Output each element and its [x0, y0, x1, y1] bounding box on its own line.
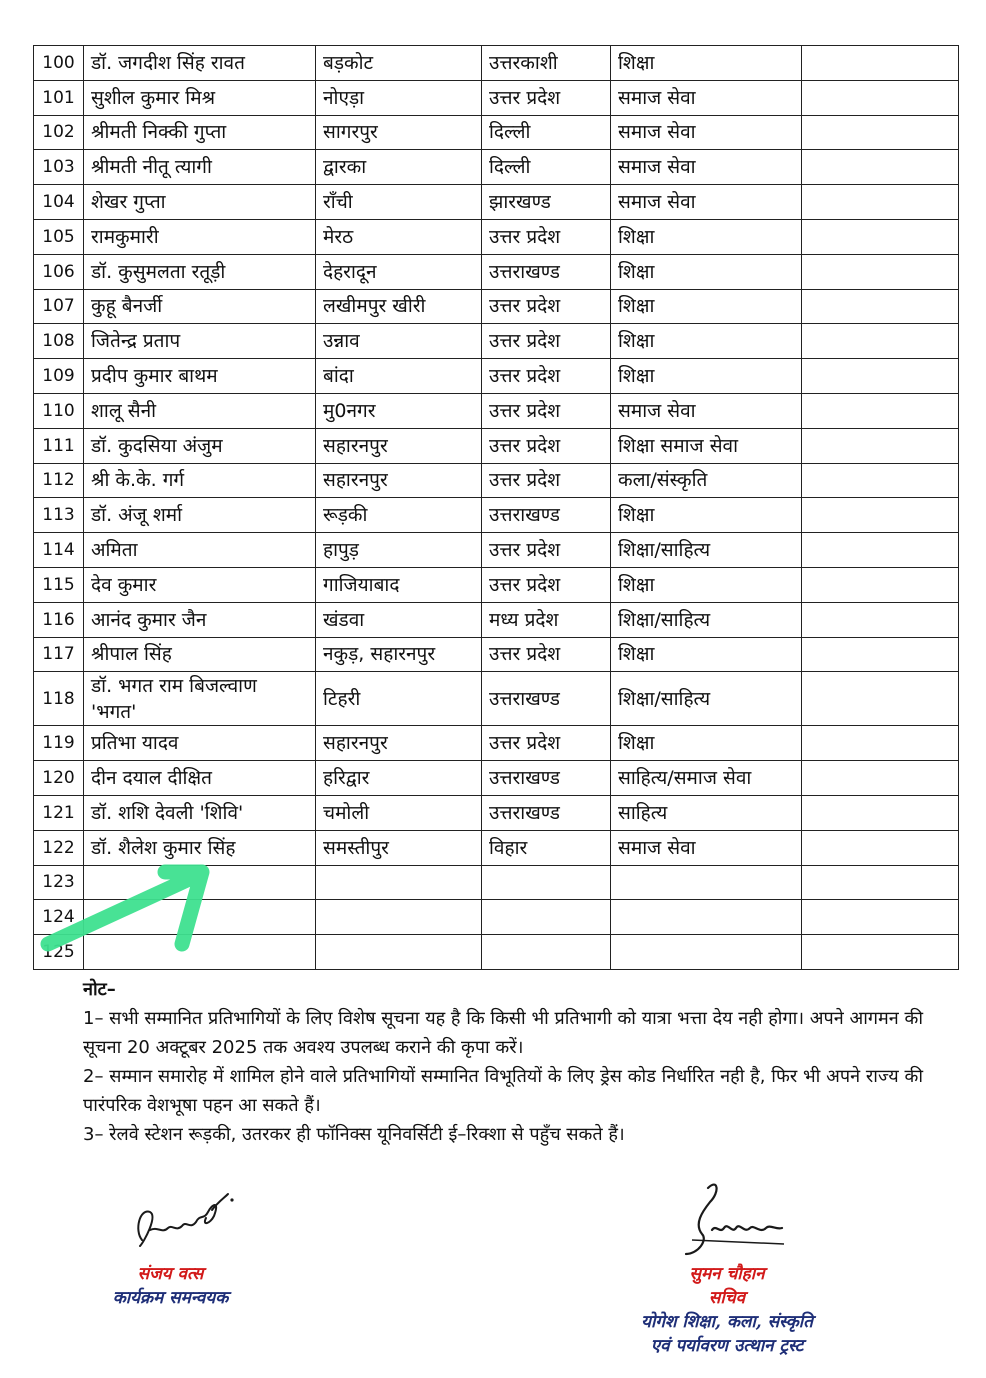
cell-extra — [802, 865, 959, 900]
cell-state: उत्तर प्रदेश — [482, 324, 611, 359]
notes-section — [83, 975, 923, 1149]
cell-state: उत्तर प्रदेश — [482, 80, 611, 115]
cell-extra — [802, 80, 959, 115]
cell-name: अमिता — [84, 533, 316, 568]
cell-name: श्रीपाल सिंह — [84, 637, 316, 672]
cell-place: रूड़की — [316, 498, 482, 533]
table-row — [34, 567, 959, 602]
cell-extra — [802, 761, 959, 796]
note-item-2: 2– सम्मान समारोह में शामिल होने वाले प्रतिभागियों सम्मानित विभूतियों के लिए ड्रेस कोड निर्धारित नही है, फिर भी अपने राज्य की पारंपरिक वेशभूषा पहन आ सकते हैं। — [83, 1066, 923, 1116]
cell-place: लखीमपुर खीरी — [316, 289, 482, 324]
cell-no: 116 — [34, 602, 84, 637]
table-row — [34, 830, 959, 865]
cell-no: 115 — [34, 567, 84, 602]
cell-place: हरिद्वार — [316, 761, 482, 796]
cell-field: साहित्य — [611, 795, 802, 830]
cell-name: श्रीमती नीतू त्यागी — [84, 150, 316, 185]
table-row — [34, 533, 959, 568]
left-signatory — [88, 1262, 253, 1310]
cell-extra — [802, 219, 959, 254]
cell-state: उत्तर प्रदेश — [482, 637, 611, 672]
cell-no: 102 — [34, 115, 84, 150]
cell-no: 121 — [34, 795, 84, 830]
cell-name: डॉ. जगदीश सिंह रावत — [84, 46, 316, 81]
cell-extra — [802, 830, 959, 865]
cell-field: शिक्षा — [611, 567, 802, 602]
cell-field: शिक्षा/साहित्य — [611, 533, 802, 568]
right-signatory-name: सुमन चौहान — [689, 1264, 765, 1284]
table-row — [34, 935, 959, 970]
table-row — [34, 463, 959, 498]
right-signatory-role: सचिव — [708, 1288, 746, 1308]
cell-extra — [802, 935, 959, 970]
cell-extra — [802, 324, 959, 359]
cell-field: शिक्षा — [611, 726, 802, 761]
cell-no: 113 — [34, 498, 84, 533]
cell-extra — [802, 115, 959, 150]
cell-state: उत्तर प्रदेश — [482, 219, 611, 254]
cell-name: सुशील कुमार मिश्र — [84, 80, 316, 115]
cell-state: उत्तर प्रदेश — [482, 393, 611, 428]
cell-field: साहित्य/समाज सेवा — [611, 761, 802, 796]
cell-state: उत्तर प्रदेश — [482, 533, 611, 568]
cell-extra — [802, 185, 959, 220]
cell-state: उत्तर प्रदेश — [482, 428, 611, 463]
cell-field: समाज सेवा — [611, 115, 802, 150]
table-row — [34, 498, 959, 533]
cell-extra — [802, 46, 959, 81]
cell-field: शिक्षा/साहित्य — [611, 672, 802, 726]
cell-no: 111 — [34, 428, 84, 463]
cell-place: द्वारका — [316, 150, 482, 185]
cell-name: श्री के.के. गर्ग — [84, 463, 316, 498]
table-row — [34, 80, 959, 115]
table-row — [34, 865, 959, 900]
cell-place: खंडवा — [316, 602, 482, 637]
cell-state: उत्तर प्रदेश — [482, 359, 611, 394]
cell-field: समाज सेवा — [611, 150, 802, 185]
cell-no: 108 — [34, 324, 84, 359]
cell-state: उत्तराखण्ड — [482, 672, 611, 726]
cell-field: कला/संस्कृति — [611, 463, 802, 498]
cell-extra — [802, 254, 959, 289]
cell-extra — [802, 150, 959, 185]
cell-field: शिक्षा — [611, 359, 802, 394]
cell-place: बड़कोट — [316, 46, 482, 81]
table-row — [34, 219, 959, 254]
cell-extra — [802, 672, 959, 726]
cell-no: 112 — [34, 463, 84, 498]
cell-field: शिक्षा/साहित्य — [611, 602, 802, 637]
cell-field: शिक्षा — [611, 498, 802, 533]
cell-no: 104 — [34, 185, 84, 220]
cell-place — [316, 865, 482, 900]
signature-left — [128, 1190, 238, 1260]
cell-name: डॉ. अंजू शर्मा — [84, 498, 316, 533]
cell-place: मेरठ — [316, 219, 482, 254]
cell-extra — [802, 289, 959, 324]
cell-field: शिक्षा — [611, 289, 802, 324]
cell-extra — [802, 359, 959, 394]
cell-place: चमोली — [316, 795, 482, 830]
cell-name: रामकुमारी — [84, 219, 316, 254]
cell-extra — [802, 726, 959, 761]
cell-state: उत्तर प्रदेश — [482, 463, 611, 498]
cell-place: बांदा — [316, 359, 482, 394]
cell-no: 100 — [34, 46, 84, 81]
cell-no: 118 — [34, 672, 84, 726]
cell-no: 117 — [34, 637, 84, 672]
cell-state: उत्तर प्रदेश — [482, 726, 611, 761]
cell-no: 123 — [34, 865, 84, 900]
cell-no: 103 — [34, 150, 84, 185]
left-signatory-name: संजय वत्स — [137, 1264, 204, 1284]
cell-extra — [802, 498, 959, 533]
cell-name: डॉ. कुदसिया अंजुम — [84, 428, 316, 463]
table-row — [34, 324, 959, 359]
cell-extra — [802, 900, 959, 935]
cell-name: देव कुमार — [84, 567, 316, 602]
cell-state: उत्तरकाशी — [482, 46, 611, 81]
table-row — [34, 359, 959, 394]
cell-no: 124 — [34, 900, 84, 935]
cell-name: डॉ. कुसुमलता रतूड़ी — [84, 254, 316, 289]
cell-no: 119 — [34, 726, 84, 761]
cell-state: झारखण्ड — [482, 185, 611, 220]
cell-state — [482, 900, 611, 935]
right-signatory — [596, 1262, 858, 1358]
cell-no: 106 — [34, 254, 84, 289]
cell-extra — [802, 567, 959, 602]
cell-no: 107 — [34, 289, 84, 324]
cell-place — [316, 900, 482, 935]
cell-field: शिक्षा — [611, 324, 802, 359]
cell-state: उत्तराखण्ड — [482, 498, 611, 533]
cell-name: डॉ. शशि देवली 'शिवि' — [84, 795, 316, 830]
cell-name — [84, 900, 316, 935]
cell-state: उत्तर प्रदेश — [482, 289, 611, 324]
table-row — [34, 761, 959, 796]
cell-state: उत्तराखण्ड — [482, 795, 611, 830]
cell-extra — [802, 428, 959, 463]
note-item-3: 3– रेलवे स्टेशन रूड़की, उतरकर ही फॉनिक्स यूनिवर्सिटी ई–रिक्शा से पहुँच सकते हैं। — [83, 1124, 625, 1145]
cell-state: दिल्ली — [482, 150, 611, 185]
cell-extra — [802, 463, 959, 498]
cell-field: समाज सेवा — [611, 393, 802, 428]
cell-field: समाज सेवा — [611, 830, 802, 865]
notes-heading: नोट– — [83, 979, 116, 1000]
note-item-1: 1– सभी सम्मानित प्रतिभागियों के लिए विशेष सूचना यह है कि किसी भी प्रतिभागी को यात्रा भत्ता देय नही होगा। अपने आगमन की सूचना 20 अक्टूबर 2025 तक अवश्य उपलब्ध कराने की कृपा करें। — [83, 1008, 923, 1058]
cell-place: देहरादून — [316, 254, 482, 289]
cell-field: शिक्षा समाज सेवा — [611, 428, 802, 463]
cell-place: नोएड़ा — [316, 80, 482, 115]
cell-place: राँची — [316, 185, 482, 220]
cell-place: उन्नाव — [316, 324, 482, 359]
signature-right — [672, 1178, 792, 1263]
cell-name — [84, 935, 316, 970]
table-row — [34, 185, 959, 220]
cell-name: डॉ. भगत राम बिजल्वाण 'भगत' — [84, 672, 316, 726]
table-row — [34, 637, 959, 672]
table-row — [34, 602, 959, 637]
table-row — [34, 726, 959, 761]
cell-place — [316, 935, 482, 970]
cell-no: 110 — [34, 393, 84, 428]
cell-place: नकुड़, सहारनपुर — [316, 637, 482, 672]
cell-extra — [802, 602, 959, 637]
table-row — [34, 150, 959, 185]
cell-field — [611, 935, 802, 970]
cell-name: प्रतिभा यादव — [84, 726, 316, 761]
cell-field: शिक्षा — [611, 46, 802, 81]
cell-no: 122 — [34, 830, 84, 865]
participants-table-body — [34, 46, 959, 970]
cell-place: हापुड़ — [316, 533, 482, 568]
left-signatory-role: कार्यक्रम समन्वयक — [112, 1288, 229, 1308]
cell-place: सहारनपुर — [316, 463, 482, 498]
cell-state: उत्तराखण्ड — [482, 254, 611, 289]
table-row — [34, 115, 959, 150]
table-row — [34, 672, 959, 726]
cell-place: सहारनपुर — [316, 428, 482, 463]
cell-name: जितेन्द्र प्रताप — [84, 324, 316, 359]
cell-state: मध्य प्रदेश — [482, 602, 611, 637]
table-row — [34, 254, 959, 289]
cell-no: 109 — [34, 359, 84, 394]
cell-state: विहार — [482, 830, 611, 865]
cell-name: श्रीमती निक्की गुप्ता — [84, 115, 316, 150]
cell-name: शालू सैनी — [84, 393, 316, 428]
table-row — [34, 428, 959, 463]
cell-place: टिहरी — [316, 672, 482, 726]
cell-state: उत्तर प्रदेश — [482, 567, 611, 602]
table-row — [34, 289, 959, 324]
cell-no: 125 — [34, 935, 84, 970]
cell-extra — [802, 637, 959, 672]
cell-name: कुहू बैनर्जी — [84, 289, 316, 324]
cell-field — [611, 865, 802, 900]
cell-no: 114 — [34, 533, 84, 568]
cell-no: 120 — [34, 761, 84, 796]
right-signatory-org-line1: योगेश शिक्षा, कला, संस्कृति — [641, 1312, 813, 1332]
cell-field: समाज सेवा — [611, 80, 802, 115]
table-row — [34, 46, 959, 81]
cell-place: समस्तीपुर — [316, 830, 482, 865]
table-row — [34, 795, 959, 830]
cell-extra — [802, 393, 959, 428]
cell-field — [611, 900, 802, 935]
cell-field: समाज सेवा — [611, 185, 802, 220]
cell-place: मु0नगर — [316, 393, 482, 428]
cell-name: आनंद कुमार जैन — [84, 602, 316, 637]
cell-name — [84, 865, 316, 900]
cell-place: सहारनपुर — [316, 726, 482, 761]
cell-place: सागरपुर — [316, 115, 482, 150]
table-row — [34, 900, 959, 935]
cell-extra — [802, 795, 959, 830]
table-row — [34, 393, 959, 428]
cell-extra — [802, 533, 959, 568]
cell-name: शेखर गुप्ता — [84, 185, 316, 220]
cell-name: दीन दयाल दीक्षित — [84, 761, 316, 796]
cell-state — [482, 865, 611, 900]
cell-no: 105 — [34, 219, 84, 254]
cell-name: डॉ. शैलेश कुमार सिंह — [84, 830, 316, 865]
cell-name: प्रदीप कुमार बाथम — [84, 359, 316, 394]
cell-place: गाजियाबाद — [316, 567, 482, 602]
cell-no: 101 — [34, 80, 84, 115]
cell-state: उत्तराखण्ड — [482, 761, 611, 796]
right-signatory-org-line2: एवं पर्यावरण उत्थान ट्रस्ट — [650, 1336, 804, 1356]
participants-table — [33, 45, 959, 970]
cell-field: शिक्षा — [611, 637, 802, 672]
cell-field: शिक्षा — [611, 219, 802, 254]
cell-state: दिल्ली — [482, 115, 611, 150]
cell-state — [482, 935, 611, 970]
cell-field: शिक्षा — [611, 254, 802, 289]
